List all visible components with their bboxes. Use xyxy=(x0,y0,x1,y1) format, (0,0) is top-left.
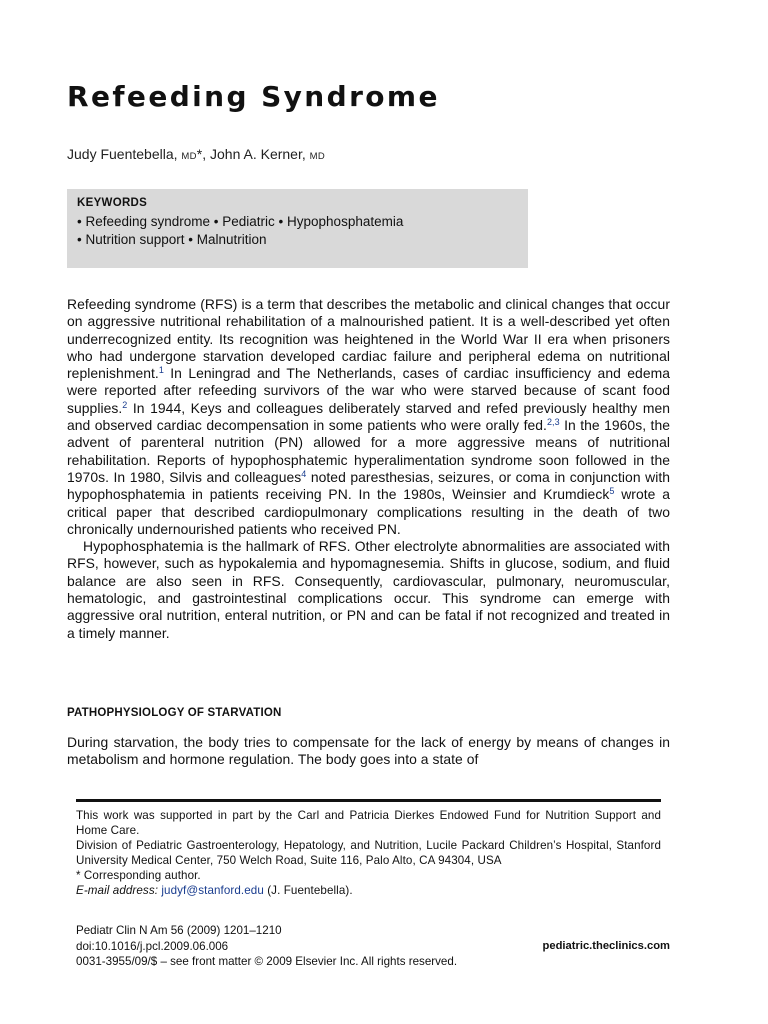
text-run: In Leningrad and The Netherlands, cases of cardiac insufficiency and edema were reported after refeeding survivors of the war who were starved because of scant food supplies. xyxy=(67,365,670,416)
corresponding-mark: * xyxy=(196,146,203,162)
text-run: noted paresthesias, seizures, or coma in conjunction with hypophosphatemia in patients receiving PN. In the 1980s, Weinsier and Krumdieck xyxy=(67,468,671,503)
email-label: E-mail address: xyxy=(76,884,159,897)
email-note xyxy=(76,883,661,898)
author-degree: MD xyxy=(181,151,197,162)
author-name: John A. Kerner, xyxy=(210,146,310,162)
body-paragraph: During starvation, the body tries to compensate for the lack of energy by means of changes in metabolism and hormone regulation. The body goes into a state of xyxy=(67,734,670,768)
author-degree: MD xyxy=(309,151,326,162)
article-title: Refeeding Syndrome xyxy=(67,80,440,113)
keywords-heading: KEYWORDS xyxy=(77,197,148,209)
intro-text xyxy=(67,296,670,642)
journal-info xyxy=(76,923,670,970)
text-run: wrote a critical paper that described cardiopulmonary complications resulting in the death of two chronically undernourished patients who received PN. xyxy=(67,486,671,537)
reference-link[interactable]: 1 xyxy=(158,365,164,376)
journal-citation: Pediatr Clin N Am 56 (2009) 1201–1210 xyxy=(76,924,282,937)
author-name: Judy Fuentebella, xyxy=(67,146,182,162)
affiliation-note: Division of Pediatric Gastroenterology, Hepatology, and Nutrition, Lucile Packard Children’s Hospital, Stanford University Medical Center, 750 Welch Road, Suite 116, Palo Alto, CA 94304, USA xyxy=(76,839,661,867)
journal-website-link[interactable]: pediatric.theclinics.com xyxy=(542,939,670,952)
footnotes xyxy=(76,808,661,898)
doi: doi:10.1016/j.pcl.2009.06.006 xyxy=(76,939,229,953)
doi-row xyxy=(76,939,670,955)
reference-link[interactable]: 2 xyxy=(122,399,128,410)
body-paragraph xyxy=(67,296,670,538)
reference-link[interactable]: 4 xyxy=(301,468,307,479)
issn-row xyxy=(76,954,670,970)
corresponding-note: * Corresponding author. xyxy=(76,869,201,882)
keywords-line: • Nutrition support • Malnutrition xyxy=(77,231,267,247)
keywords-box xyxy=(67,189,528,268)
issn-copyright: 0031-3955/09/$ – see front matter © 2009 Elsevier Inc. All rights reserved. xyxy=(76,955,458,968)
email-suffix: (J. Fuentebella). xyxy=(263,884,353,897)
author-line xyxy=(67,146,325,162)
footnote-divider xyxy=(76,799,661,802)
text-run: Refeeding syndrome (RFS) is a term that describes the metabolic and clinical changes that occur on aggressive nutritional rehabilitation of a malnourished patient. It is a well-described yet often underrecognized entity. Its recognition was heightened in the World War II era when prisoners who had undergone starvation developed cardiac failure and peripheral edema on nutritional replenishment. xyxy=(67,296,670,382)
keywords-line: • Refeeding syndrome • Pediatric • Hypophosphatemia xyxy=(77,214,404,229)
section-text xyxy=(67,734,670,769)
email-link[interactable]: judyf@stanford.edu xyxy=(161,884,264,897)
text-run: In 1944, Keys and colleagues deliberately starved and refed previously healthy men and observed cardiac decompensation in some patients who were orally fed. xyxy=(67,399,670,434)
text-run: In the 1960s, the advent of parenteral nutrition (PN) allowed for a more aggressive means of nutritional rehabilitation. Reports of hypophosphatemic hyperalimentation syndrome soon followed in the 1970s. In 1980, Silvis and colleagues xyxy=(67,417,671,485)
reference-link[interactable]: 5 xyxy=(609,486,615,497)
reference-link[interactable]: 2,3 xyxy=(546,417,560,428)
author-separator: , xyxy=(202,146,211,162)
citation-row xyxy=(76,923,670,939)
section-heading: PATHOPHYSIOLOGY OF STARVATION xyxy=(67,707,282,719)
body-paragraph: Hypophosphatemia is the hallmark of RFS. Other electrolyte abnormalities are associated with RFS, however, such as hypokalemia and hypomagnesemia. Shifts in glucose, sodium, and fluid balance are also seen in RFS. Consequently, cardiovascular, pulmonary, neuromuscular, hematologic, and gastrointestinal complications occur. This syndrome can emerge with aggressive oral nutrition, enteral nutrition, or PN and can be fatal if not recognized and treated in a timely manner. xyxy=(67,538,670,641)
funding-note: This work was supported in part by the Carl and Patricia Dierkes Endowed Fund for Nutrition Support and Home Care. xyxy=(76,809,661,837)
